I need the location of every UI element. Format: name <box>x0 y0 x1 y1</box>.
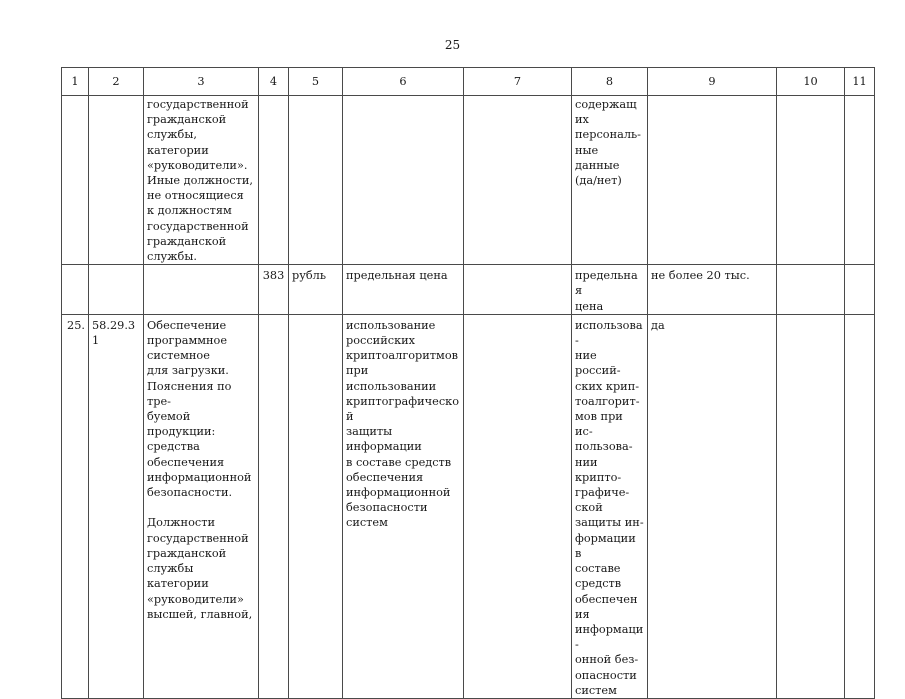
requirements-table <box>61 67 875 699</box>
table-cell: государственной гражданской службы, категории «руководители». Иные должности, не относящиеся к должностям государственной гражданской службы. <box>144 96 259 265</box>
column-header: 11 <box>845 68 875 96</box>
column-header: 9 <box>648 68 777 96</box>
table-cell <box>648 96 777 265</box>
table-row <box>62 265 875 315</box>
table-cell <box>289 96 343 265</box>
table-cell <box>464 265 572 315</box>
table-cell: рубль <box>289 265 343 315</box>
table-row <box>62 96 875 265</box>
column-header: 1 <box>62 68 89 96</box>
column-header: 8 <box>572 68 648 96</box>
table-cell: 25. <box>62 314 89 698</box>
table-cell <box>845 265 875 315</box>
table-cell <box>259 96 289 265</box>
table-cell <box>259 314 289 698</box>
table-cell <box>777 314 845 698</box>
table-cell: не более 20 тыс. <box>648 265 777 315</box>
table-cell <box>62 96 89 265</box>
table-cell <box>144 265 259 315</box>
table-cell: содержащих персональ- ные данные (да/нет) <box>572 96 648 265</box>
column-header: 2 <box>89 68 144 96</box>
column-header: 10 <box>777 68 845 96</box>
table-cell <box>89 265 144 315</box>
header-row <box>62 68 875 96</box>
table-cell <box>289 314 343 698</box>
table-cell: предельная цена <box>343 265 464 315</box>
table-cell: использование российских криптоалгоритмов при использовании криптографической защиты информации в составе средств обеспечения информационной безопасности систем <box>343 314 464 698</box>
table-cell: 383 <box>259 265 289 315</box>
table-cell: предельная цена <box>572 265 648 315</box>
table-cell <box>845 314 875 698</box>
table-cell <box>464 96 572 265</box>
table-cell <box>62 265 89 315</box>
table-cell <box>89 96 144 265</box>
table-cell: использова- ние россий- ских крип- тоалгорит- мов при ис- пользова- нии крипто- графиче- ской защиты ин- формации в составе средств обеспечения информаци- онной без- опасности систем <box>572 314 648 698</box>
column-header: 6 <box>343 68 464 96</box>
table-row <box>62 314 875 698</box>
table-cell <box>845 96 875 265</box>
table-cell <box>777 96 845 265</box>
column-header: 5 <box>289 68 343 96</box>
column-header: 4 <box>259 68 289 96</box>
table-cell <box>464 314 572 698</box>
column-header: 3 <box>144 68 259 96</box>
table-cell: 58.29.31 <box>89 314 144 698</box>
table-cell <box>343 96 464 265</box>
page-number: 25 <box>444 38 461 52</box>
table-cell: Обеспечение программное системное для загрузки. Пояснения по тре- буемой продукции: средства обеспечения информационной безопасности. Должности государственной гражданской службы категории «руководители» высшей, главной, <box>144 314 259 698</box>
column-header: 7 <box>464 68 572 96</box>
table-cell: да <box>648 314 777 698</box>
table-cell <box>777 265 845 315</box>
